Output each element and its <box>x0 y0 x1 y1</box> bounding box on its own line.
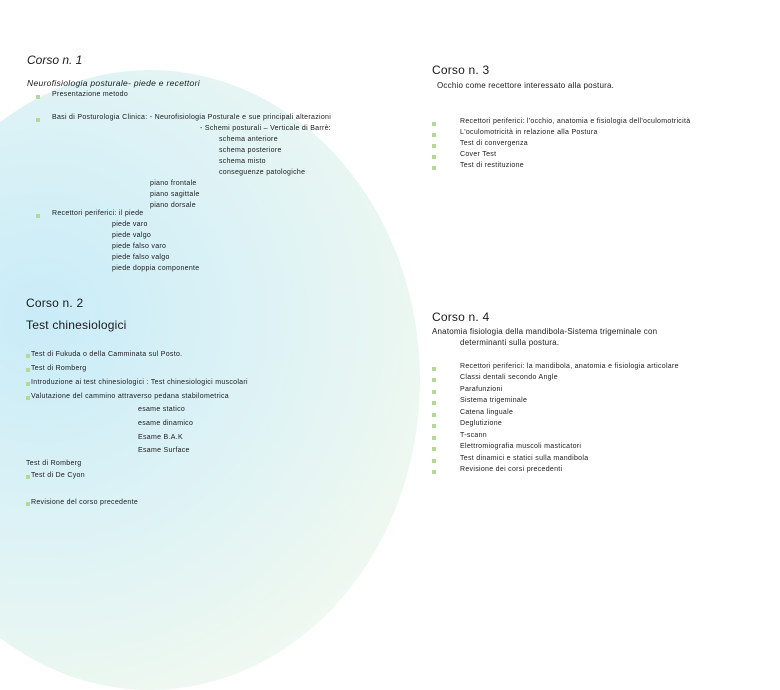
course4-subtitle-line2: determinanti sulla postura. <box>460 338 560 347</box>
course1-item2-line: schema anteriore <box>219 136 278 143</box>
bullet <box>432 378 436 382</box>
course2-item: Valutazione del cammino attraverso pedana stabilometrica <box>31 393 229 400</box>
bullet <box>432 447 436 451</box>
course2-sub-item: Esame Surface <box>138 447 190 454</box>
course1-item2-line: schema misto <box>219 158 266 165</box>
course3-item: Test di convergenza <box>460 140 528 147</box>
course2-subtitle: Test chinesiologici <box>26 318 127 332</box>
course2-extra-line: Test di Romberg <box>26 460 82 467</box>
bullet <box>432 470 436 474</box>
bullet <box>26 396 30 400</box>
course4-title: Corso n. 4 <box>432 310 490 324</box>
bullet <box>26 475 30 479</box>
course4-item: Revisione dei corsi precedenti <box>460 466 563 473</box>
course1-item3-line: piede valgo <box>112 232 152 239</box>
bullet <box>26 368 30 372</box>
course2-item: Test di Romberg <box>31 365 87 372</box>
bullet <box>432 166 436 170</box>
course2-last-item: Revisione del corso precedente <box>31 499 139 506</box>
course1-item3-line: piede doppia componente <box>112 265 200 272</box>
bullet <box>36 214 40 218</box>
course1-item1: Presentazione metodo <box>52 91 129 98</box>
course1-item2-line: - Schemi posturali – Verticale di Barrè: <box>200 125 332 132</box>
course2-title: Corso n. 2 <box>26 296 84 310</box>
course2-sub-item: esame dinamico <box>138 420 194 427</box>
course3-subtitle: Occhio come recettore interessato alla postura. <box>437 81 615 90</box>
course2-item: Test di Fukuda o della Camminata sul Posto. <box>31 351 183 358</box>
bullet <box>432 122 436 126</box>
course2-sub-item: esame statico <box>138 406 186 413</box>
plane-line: piano sagittale <box>150 191 200 198</box>
bullet <box>432 401 436 405</box>
plane-line: piano dorsale <box>150 202 196 209</box>
course4-item: Parafunzioni <box>460 386 503 393</box>
bullet <box>432 133 436 137</box>
course3-item: Cover Test <box>460 151 497 158</box>
course1-item3-line: piede falso varo <box>112 243 167 250</box>
course1-item2-line: schema posteriore <box>219 147 282 154</box>
bullet <box>432 155 436 159</box>
course3-item: L'oculomotricità in relazione alla Postura <box>460 129 598 136</box>
bullet <box>36 95 40 99</box>
bullet <box>36 118 40 122</box>
course4-item: Deglutizione <box>460 420 503 427</box>
bullet <box>432 367 436 371</box>
course3-item: Recettori periferici: l'occhio, anatomia e fisiologia dell'oculomotricità <box>460 118 691 125</box>
course4-item: T-scann <box>460 432 487 439</box>
bullet <box>432 390 436 394</box>
course1-title: Corso n. 1 <box>27 53 83 67</box>
bullet <box>432 144 436 148</box>
course1-item3-line: piede varo <box>112 221 148 228</box>
course2-sub-item: Esame B.A.K <box>138 434 183 441</box>
course1-item3: Recettori periferici: il piede <box>52 210 144 217</box>
course3-title: Corso n. 3 <box>432 63 490 77</box>
course1-item2-line: conseguenze patologiche <box>219 169 306 176</box>
course1-item2: Basi di Posturologia Clinica: - Neurofisiologia Posturale e sue principali alterazioni <box>52 114 332 121</box>
course1-item3-line: piede falso valgo <box>112 254 170 261</box>
bullet <box>432 436 436 440</box>
course4-item: Recettori periferici: la mandibola, anatomia e fisiologia articolare <box>460 363 679 370</box>
course2-extra-item: Test di De Cyon <box>31 472 85 479</box>
bullet <box>26 382 30 386</box>
course3-item: Test di restituzione <box>460 162 524 169</box>
course2-item: Introduzione ai test chinesiologici : Test chinesiologici muscolari <box>31 379 248 386</box>
course4-item: Elettromiografia muscoli masticatori <box>460 443 582 450</box>
course4-item: Sistema trigeminale <box>460 397 528 404</box>
course4-item: Catena linguale <box>460 409 514 416</box>
bullet <box>26 502 30 506</box>
course4-item: Test dinamici e statici sulla mandibola <box>460 455 589 462</box>
bullet <box>432 413 436 417</box>
course4-subtitle-line1: Anatomia fisiologia della mandibola-Sistema trigeminale con <box>432 327 658 336</box>
bullet <box>26 354 30 358</box>
course1-subtitle: Neurofisiologia posturale- piede e recettori <box>27 78 200 88</box>
bullet <box>432 424 436 428</box>
plane-line: piano frontale <box>150 180 197 187</box>
course4-item: Classi dentali secondo Angle <box>460 374 558 381</box>
bullet <box>432 459 436 463</box>
